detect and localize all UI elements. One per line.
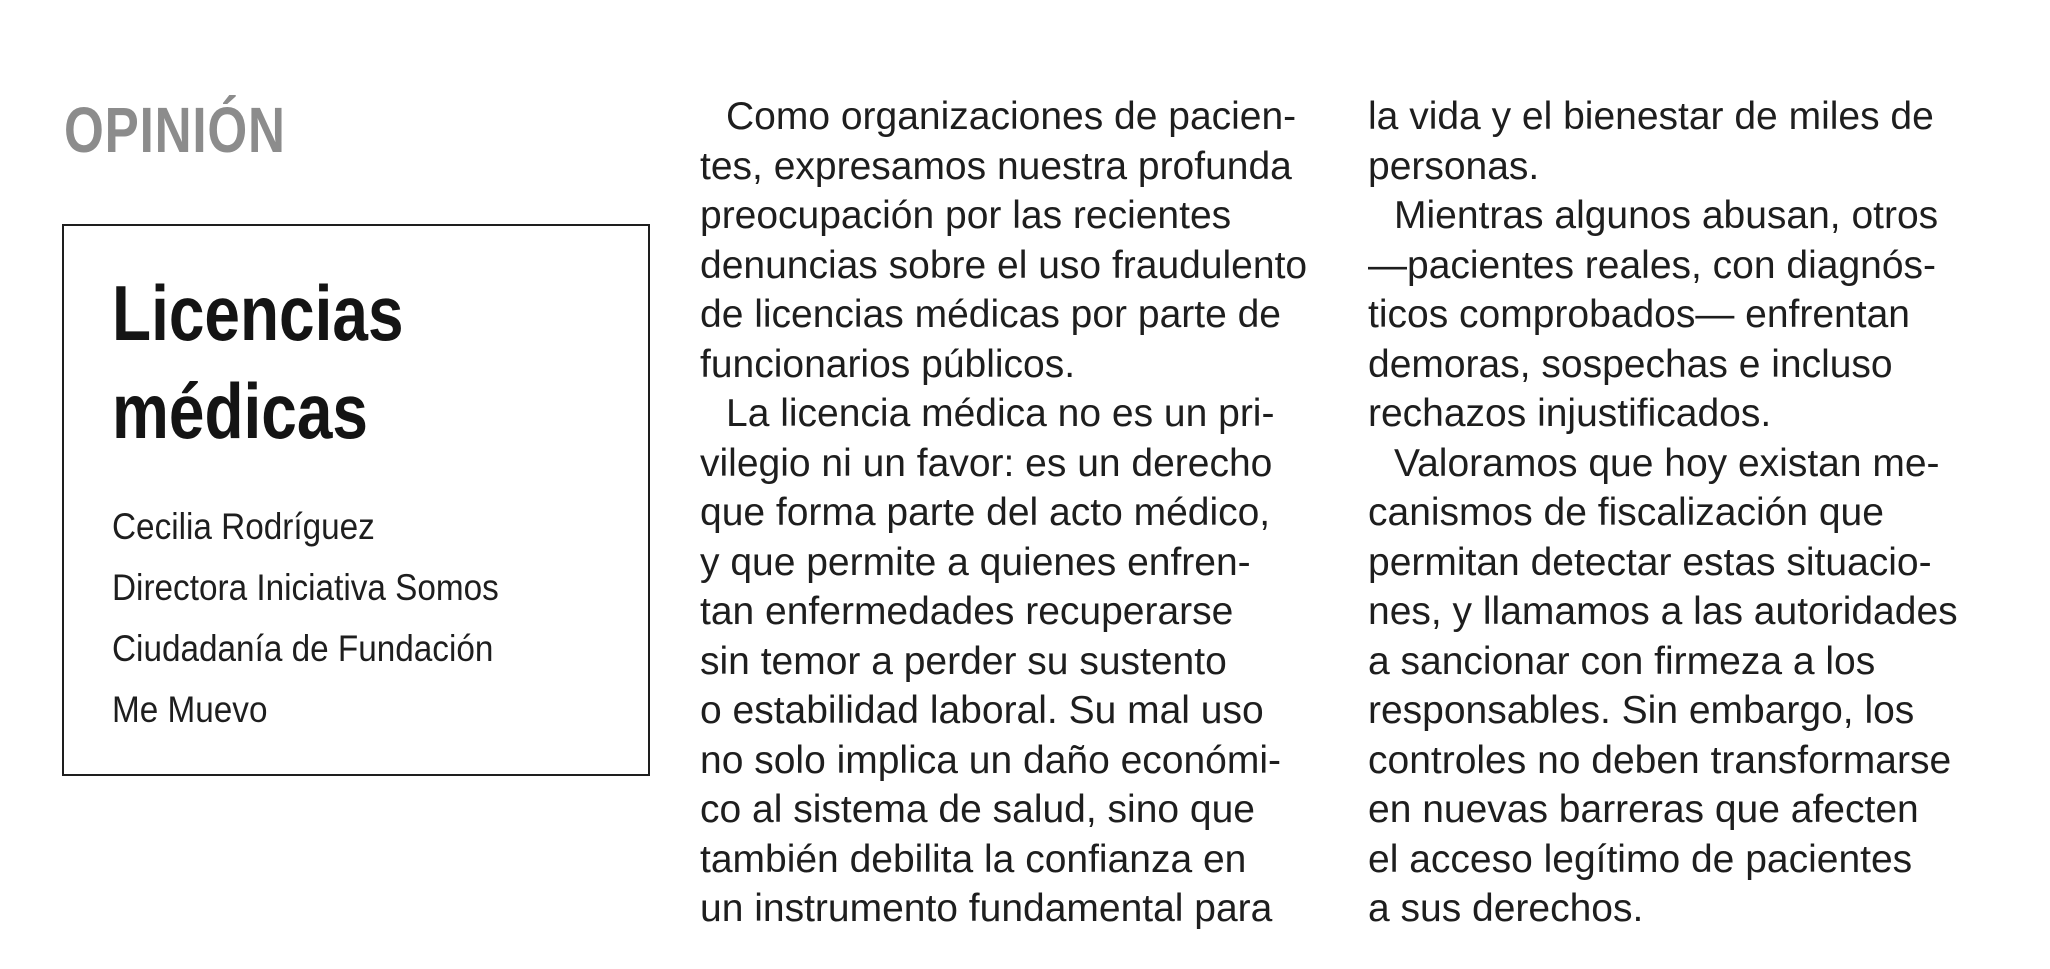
headline xyxy=(112,264,404,460)
author-role-line: Me Muevo xyxy=(112,689,268,730)
author-block xyxy=(112,496,499,740)
article-line: denuncias sobre el uso fraudulento xyxy=(700,243,1308,287)
article-line: tes, expresamos nuestra profunda xyxy=(700,144,1292,188)
author-role-line: Ciudadanía de Fundación xyxy=(112,628,494,669)
section-label: OPINIÓN xyxy=(64,94,286,166)
article-line: también debilita la confianza en xyxy=(700,837,1247,881)
article-line: Como organizaciones de pacien- xyxy=(726,95,1297,138)
article-line: preocupación por las recientes xyxy=(700,194,1232,237)
article-line: la vida y el bienestar de miles de xyxy=(1368,95,1934,138)
article-line: tan enfermedades recuperarse xyxy=(700,590,1234,633)
article-line: ticos comprobados— enfrentan xyxy=(1368,293,1910,336)
article-line: funcionarios públicos. xyxy=(700,342,1076,386)
article-line: canismos de fiscalización que xyxy=(1368,491,1884,534)
article-line: no solo implica un daño económi- xyxy=(700,738,1282,782)
article-line: controles no deben transformarse xyxy=(1368,738,1952,782)
headline-line: médicas xyxy=(112,367,369,455)
article-line: Mientras algunos abusan, otros xyxy=(1394,194,1939,237)
article-line: permitan detectar estas situacio- xyxy=(1368,540,1932,584)
author-name: Cecilia Rodríguez xyxy=(112,506,375,547)
article-line: a sus derechos. xyxy=(1368,887,1644,930)
article-line: co al sistema de salud, sino que xyxy=(700,788,1255,831)
article-line: sin temor a perder su sustento xyxy=(700,639,1227,683)
article-line: La licencia médica no es un pri- xyxy=(726,392,1275,435)
article-line: demoras, sospechas e incluso xyxy=(1368,342,1893,386)
byline-box xyxy=(62,224,650,776)
article-line: Valoramos que hoy existan me- xyxy=(1394,441,1940,485)
author-role-line: Directora Iniciativa Somos xyxy=(112,567,499,608)
article-column-1 xyxy=(700,92,1310,934)
article-column-2 xyxy=(1368,92,1980,934)
article-line: el acceso legítimo de pacientes xyxy=(1368,837,1913,881)
article-line: vilegio ni un favor: es un derecho xyxy=(700,441,1273,485)
article-line: de licencias médicas por parte de xyxy=(700,293,1281,336)
article-line: personas. xyxy=(1368,144,1540,188)
article-line: nes, y llamamos a las autoridades xyxy=(1368,590,1958,633)
article-line: un instrumento fundamental para xyxy=(700,887,1273,930)
article-line: a sancionar con firmeza a los xyxy=(1368,639,1876,683)
article-line: o estabilidad laboral. Su mal uso xyxy=(700,689,1264,732)
article-line: en nuevas barreras que afecten xyxy=(1368,788,1919,831)
article-line: —pacientes reales, con diagnós- xyxy=(1368,243,1936,287)
article-line: que forma parte del acto médico, xyxy=(700,491,1271,534)
headline-line: Licencias xyxy=(112,269,404,357)
article-line: y que permite a quienes enfren- xyxy=(700,540,1251,584)
article-line: rechazos injustificados. xyxy=(1368,392,1772,435)
article-line: responsables. Sin embargo, los xyxy=(1368,689,1915,732)
